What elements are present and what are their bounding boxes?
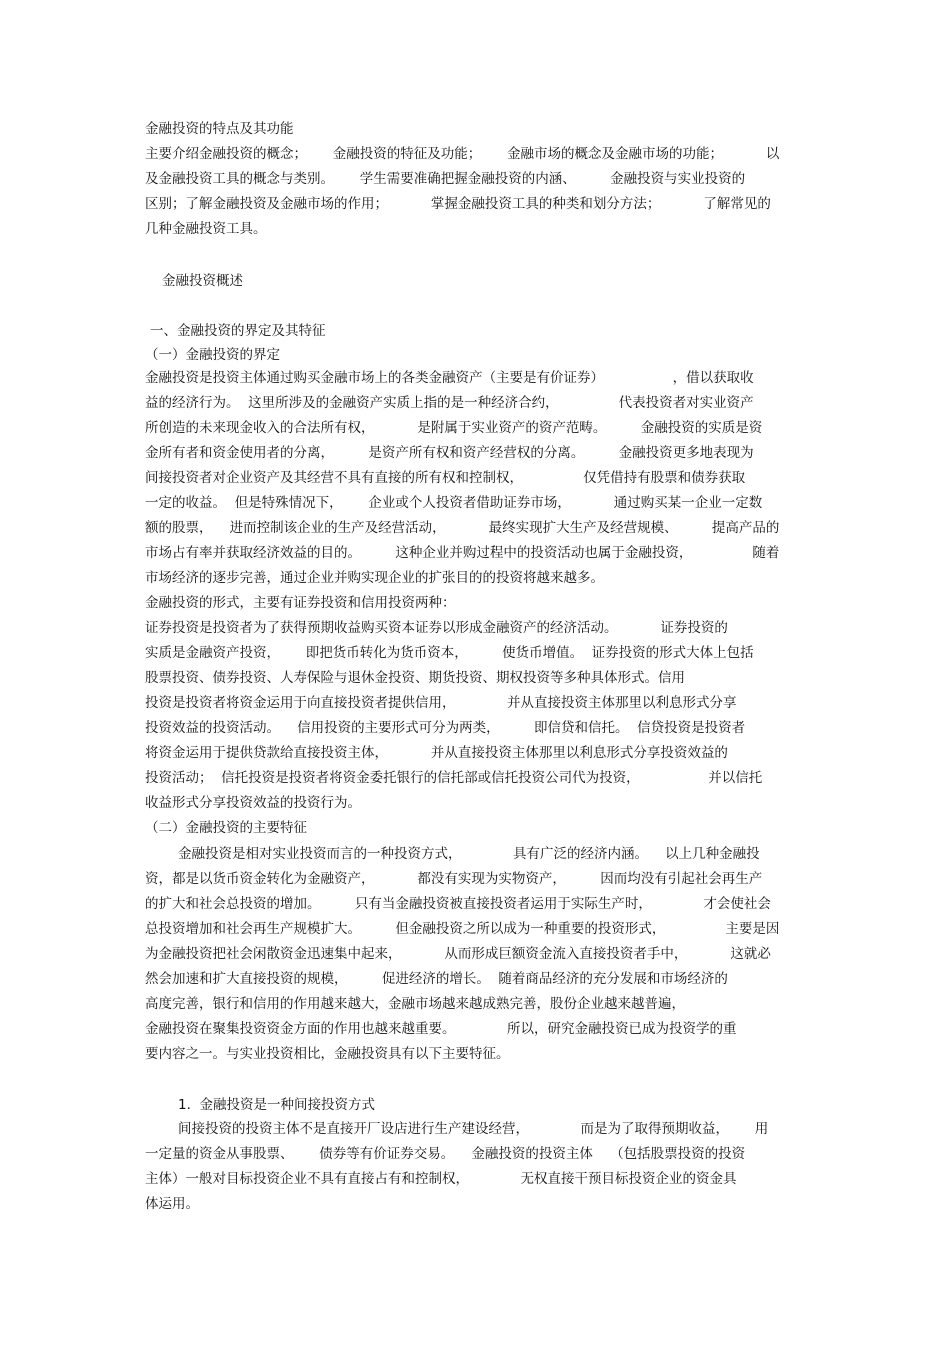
- document-title: 金融投资的特点及其功能: [145, 121, 294, 137]
- subsection-heading: 一、金融投资的界定及其特征: [150, 323, 326, 339]
- part2-line-5: 为金融投资把社会闲散资金迅速集中起来， 从而形成巨额资金流入直接投资者手中， 这就必: [145, 946, 771, 962]
- part2-line-2: 资，都是以货币资金转化为金融资产， 都没有实现为实物资产， 因而均没有引起社会再生产: [145, 871, 763, 887]
- part1-line-15: 投资效益的投资活动。 信用投资的主要形式可分为两类， 即信贷和信托。 信贷投资是投资者: [145, 720, 746, 736]
- part2-line-3: 的扩大和社会总投资的增加。 只有当金融投资被直接投资者运用于实际生产时， 才会使社会: [145, 896, 771, 912]
- intro-line-4: 几种金融投资工具。: [145, 221, 267, 237]
- part2-heading: （二）金融投资的主要特征: [145, 820, 307, 836]
- part1-line-18: 收益形式分享投资效益的投资行为。: [145, 795, 361, 811]
- intro-line-2: 及金融投资工具的概念与类别。 学生需要准确把握金融投资的内涵、 金融投资与实业投资的: [145, 171, 746, 187]
- intro-line-1: 主要介绍金融投资的概念； 金融投资的特征及功能； 金融市场的概念及金融市场的功能； 以: [145, 146, 780, 162]
- part2-line-7: 高度完善，银行和信用的作用越来越大，金融市场越来越成熟完善，股份企业越来越普遍，: [145, 996, 685, 1012]
- part1-line-9: 市场经济的逐步完善，通过企业并购实现企业的扩张目的的投资将越来越多。: [145, 570, 604, 586]
- item1-heading: 1. 金融投资是一种间接投资方式: [178, 1097, 375, 1113]
- part1-line-12: 实质是金融资产投资， 即把货币转化为货币资本， 使货币增值。 证券投资的形式大体上包括: [145, 645, 754, 661]
- part1-heading: （一）金融投资的界定: [145, 347, 280, 363]
- part1-line-2: 益的经济行为。 这里所涉及的金融资产实质上指的是一种经济合约， 代表投资者对实业资产: [145, 395, 754, 411]
- part1-line-17: 投资活动； 信托投资是投资者将资金委托银行的信托部或信托投资公司代为投资， 并以信托: [145, 770, 763, 786]
- item1-line-4: 体运用。: [145, 1196, 199, 1212]
- part2-line-1: 金融投资是相对实业投资而言的一种投资方式， 具有广泛的经济内涵。 以上几种金融投: [178, 846, 760, 862]
- part2-line-8: 金融投资在聚集投资资金方面的作用也越来越重要。 所以，研究金融投资已成为投资学的重: [145, 1021, 737, 1037]
- part1-line-16: 将资金运用于提供贷款给直接投资主体， 并从直接投资主体那里以利息形式分享投资效益的: [145, 745, 728, 761]
- part2-line-4: 总投资增加和社会再生产规模扩大。 但金融投资之所以成为一种重要的投资形式， 主要是因: [145, 921, 780, 937]
- part1-line-11: 证券投资是投资者为了获得预期收益购买资本证券以形成金融资产的经济活动。 证券投资的: [145, 620, 728, 636]
- section-heading: 金融投资概述: [162, 273, 243, 289]
- part1-line-14: 投资是投资者将资金运用于向直接投资者提供信用， 并从直接投资主体那里以利息形式分享: [145, 695, 737, 711]
- part1-line-1: 金融投资是投资主体通过购买金融市场上的各类金融资产（主要是有价证券） ，借以获取收: [145, 370, 754, 386]
- item1-line-3: 主体）一般对目标投资企业不具有直接占有和控制权， 无权直接干预目标投资企业的资金具: [145, 1171, 737, 1187]
- part1-line-6: 一定的收益。 但是特殊情况下， 企业或个人投资者借助证券市场， 通过购买某一企业一定数: [145, 495, 763, 511]
- item1-line-2: 一定量的资金从事股票、 债券等有价证券交易。 金融投资的投资主体 （包括股票投资的投资: [145, 1146, 746, 1162]
- part1-line-4: 金所有者和资金使用者的分离， 是资产所有权和资产经营权的分离。 金融投资更多地表现为: [145, 445, 754, 461]
- part1-line-7: 额的股票， 进而控制该企业的生产及经营活动， 最终实现扩大生产及经营规模、 提高产品的: [145, 520, 780, 536]
- part2-line-6: 然会加速和扩大直接投资的规模， 促进经济的增长。 随着商品经济的充分发展和市场经济的: [145, 971, 728, 987]
- item1-line-1: 间接投资的投资主体不是直接开厂设店进行生产建设经营， 而是为了取得预期收益， 用: [178, 1121, 769, 1137]
- part1-line-8: 市场占有率并获取经济效益的目的。 这种企业并购过程中的投资活动也属于金融投资， 随着: [145, 545, 780, 561]
- intro-line-3: 区别；了解金融投资及金融市场的作用； 掌握金融投资工具的种类和划分方法； 了解常见的: [145, 196, 771, 212]
- part2-line-9: 要内容之一。与实业投资相比，金融投资具有以下主要特征。: [145, 1046, 510, 1062]
- part1-line-3: 所创造的未来现金收入的合法所有权， 是附属于实业资产的资产范畴。 金融投资的实质是资: [145, 420, 763, 436]
- part1-line-10: 金融投资的形式，主要有证券投资和信用投资两种：: [145, 595, 456, 611]
- part1-line-5: 间接投资者对企业资产及其经营不具有直接的所有权和控制权， 仅凭借持有股票和债券获取: [145, 470, 746, 486]
- part1-line-13: 股票投资、债券投资、人寿保险与退休金投资、期货投资、期权投资等多种具体形式。信用: [145, 670, 685, 686]
